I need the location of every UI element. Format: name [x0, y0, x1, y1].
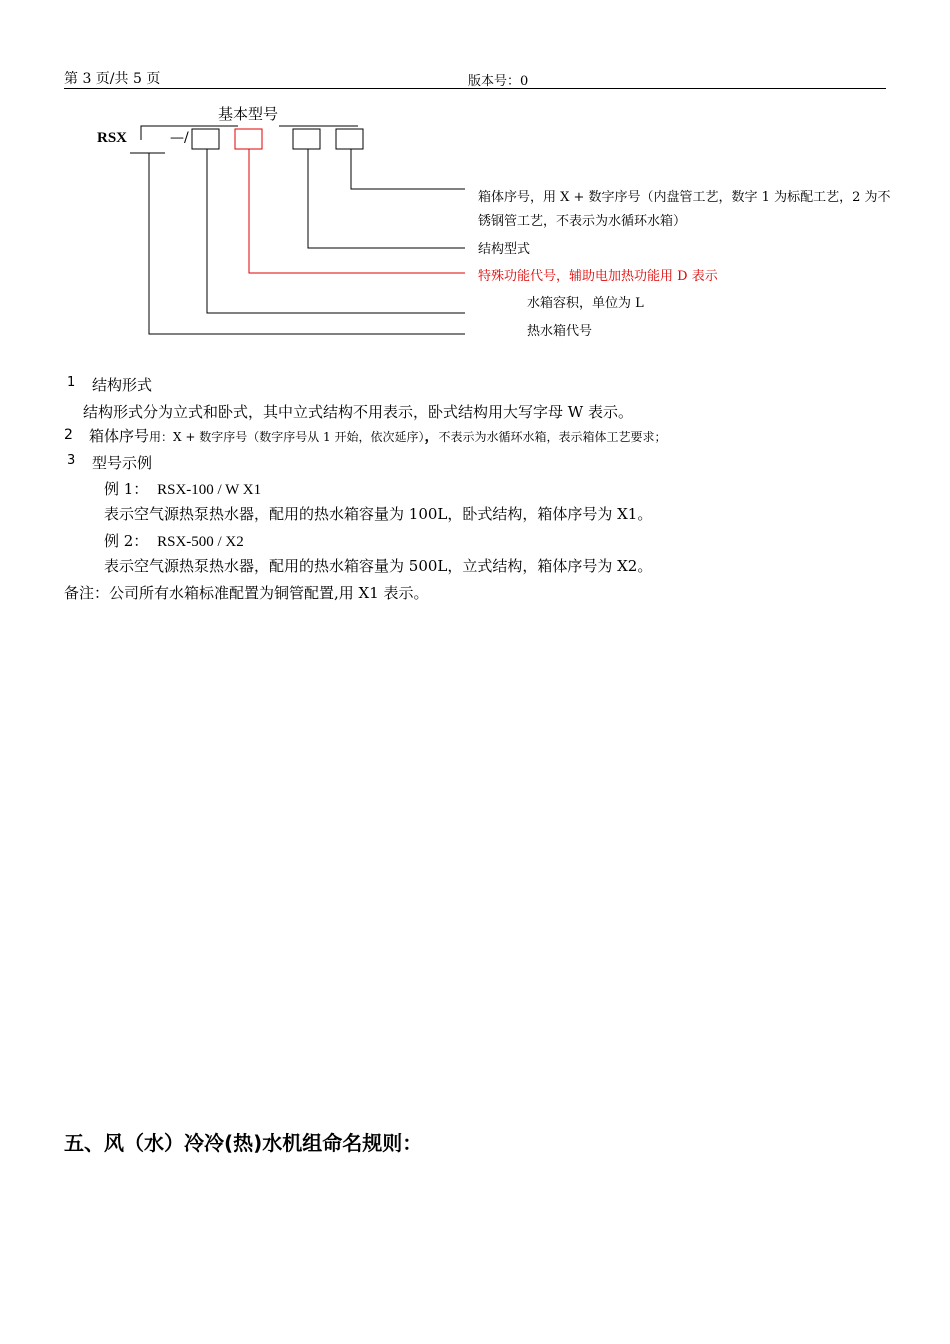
section-3-number: 3: [67, 453, 76, 468]
section-2-title: 箱体序号: [89, 427, 150, 445]
note: 备注：公司所有水箱标准配置为铜管配置,用 X1 表示。: [64, 584, 429, 602]
code-box-special: [235, 129, 262, 149]
version-number: 版本号：0: [468, 74, 529, 89]
example-1-model: RSX-100 / W X1: [157, 482, 262, 498]
legend-structure-type: 结构型式: [478, 242, 531, 257]
code-box-structure: [293, 129, 320, 149]
section-2-number: 2: [64, 427, 73, 443]
example-1-label: 例 1：: [104, 480, 149, 498]
section-1-title: 结构形式: [92, 376, 153, 394]
legend-tank-volume: 水箱容积，单位为 L: [527, 296, 644, 311]
page-number: 第 3 页/共 5 页: [64, 71, 161, 87]
code-box-volume: [192, 129, 219, 149]
leader-serial: [351, 149, 465, 189]
basic-model-bracket: [141, 126, 238, 140]
section-1-body: 结构形式分为立式和卧式，其中立式结构不用表示，卧式结构用大写字母 W 表示。: [83, 403, 633, 421]
example-2-description: 表示空气源热泵热水器，配用的热水箱容量为 500L，立式结构，箱体序号为 X2。: [104, 557, 653, 575]
model-prefix: RSX: [97, 130, 128, 146]
example-2: [104, 530, 244, 551]
section-2-line: [89, 425, 667, 446]
leader-tank-code: [149, 153, 465, 334]
leader-special: [249, 149, 465, 273]
legend-box-serial-1: 箱体序号，用 X + 数字序号（内盘管工艺，数字 1 为标配工艺，2 为不: [478, 190, 891, 205]
example-1-description: 表示空气源热泵热水器，配用的热水箱容量为 100L，卧式结构，箱体序号为 X1。: [104, 505, 653, 523]
example-1: [104, 478, 261, 499]
section-2-body-b: 不表示为水循环水箱，表示箱体工艺要求；: [438, 430, 667, 444]
legend-tank-code: 热水箱代号: [527, 324, 593, 339]
leader-structure: [308, 149, 465, 248]
section-3-title: 型号示例: [92, 454, 153, 472]
chapter-5-title: 五、风（水）冷冷(热)水机组命名规则：: [64, 1131, 423, 1155]
leader-volume: [207, 149, 465, 313]
section-2-body-a: 用：X + 数字序号（数字序号从 1 开始，依次延序）: [149, 430, 425, 444]
code-box-serial: [336, 129, 363, 149]
model-dash: —/: [170, 130, 189, 146]
legend-special-function: 特殊功能代号，辅助电加热功能用 D 表示: [478, 269, 718, 284]
legend-box-serial-2: 锈钢管工艺，不表示为水循环水箱）: [478, 214, 687, 229]
section-2-comma: ，: [424, 429, 439, 445]
example-2-label: 例 2：: [104, 532, 149, 550]
example-2-model: RSX-500 / X2: [157, 534, 244, 550]
basic-model-label: 基本型号: [218, 105, 279, 123]
section-1-number: 1: [67, 375, 76, 390]
